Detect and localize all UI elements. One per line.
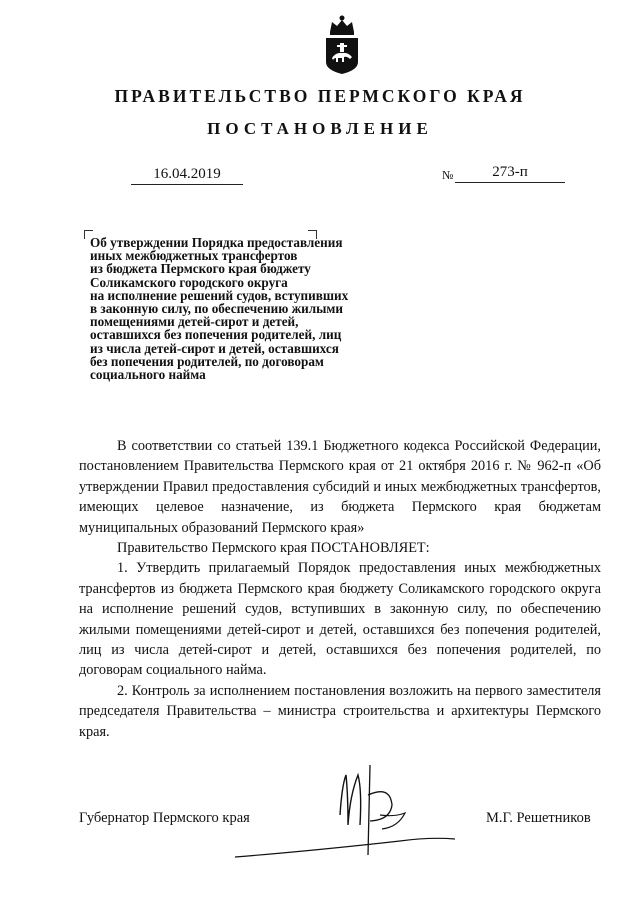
subject-line: в законную силу, по обеспечению жилыми bbox=[90, 301, 344, 317]
subject-line: Об утверждении Порядка предоставления bbox=[90, 235, 343, 250]
subject-line: из числа детей-сирот и детей, оставшихся bbox=[90, 340, 339, 356]
coat-of-arms-icon bbox=[322, 12, 362, 76]
subject-line: иных межбюджетных трансфертов bbox=[90, 248, 298, 264]
document-body bbox=[79, 436, 601, 742]
subject-line: оставшихся без попечения родителей, лиц bbox=[90, 327, 342, 343]
clause-1: 1. Утвердить прилагаемый Порядок предоставления иных межбюджетных трансфертов из бюджета Пермского края бюджету Соликамского городского округа на исполнение решений судов, вступивших в законную силу, по обеспечению жилыми помещениями детей-сирот и детей, оставшихся без попечения родителей, лиц из числа детей-сирот и детей, оставшихся без попечения родителей, по договорам социального найма. bbox=[79, 560, 601, 679]
preamble-paragraph: В соответствии со статьей 139.1 Бюджетного кодекса Российской Федерации, постановлением Правительства Пермского края от 21 октября 2016 г. № 962-п «Об утверждении Правил предоставления субсидий и иных межбюджетных трансфертов, имеющих целевое назначение, из бюджета Пермского края бюджетам муниципальных образований Пермского края» bbox=[79, 438, 601, 536]
subject-line: Соликамского городского округа bbox=[90, 274, 288, 290]
subject-line: помещениями детей-сирот и детей, bbox=[90, 314, 299, 330]
clause-2: 2. Контроль за исполнением постановления возложить на первого заместителя председателя Правительства – министра строительства и архитектуры Пермского края. bbox=[79, 682, 601, 740]
document-subject bbox=[90, 236, 420, 381]
resolution-statement: Правительство Пермского края ПОСТАНОВЛЯЕТ: bbox=[117, 540, 430, 557]
number-label: № bbox=[442, 168, 454, 182]
document-type-heading: ПОСТАНОВЛЕНИЕ bbox=[207, 119, 433, 138]
subject-line: без попечения родителей, по договорам bbox=[90, 353, 324, 369]
signatory-title: Губернатор Пермского края bbox=[79, 810, 250, 826]
document-date: 16.04.2019 bbox=[131, 164, 243, 185]
subject-line: на исполнение решений судов, вступивших bbox=[90, 287, 349, 303]
handwritten-signature bbox=[230, 755, 460, 865]
document-number: 273-п bbox=[455, 162, 565, 183]
organization-title: ПРАВИТЕЛЬСТВО ПЕРМСКОГО КРАЯ bbox=[114, 86, 526, 106]
subject-line: из бюджета Пермского края бюджету bbox=[90, 261, 311, 277]
subject-line: социального найма bbox=[90, 367, 206, 383]
signatory-name: М.Г. Решетников bbox=[486, 810, 591, 826]
